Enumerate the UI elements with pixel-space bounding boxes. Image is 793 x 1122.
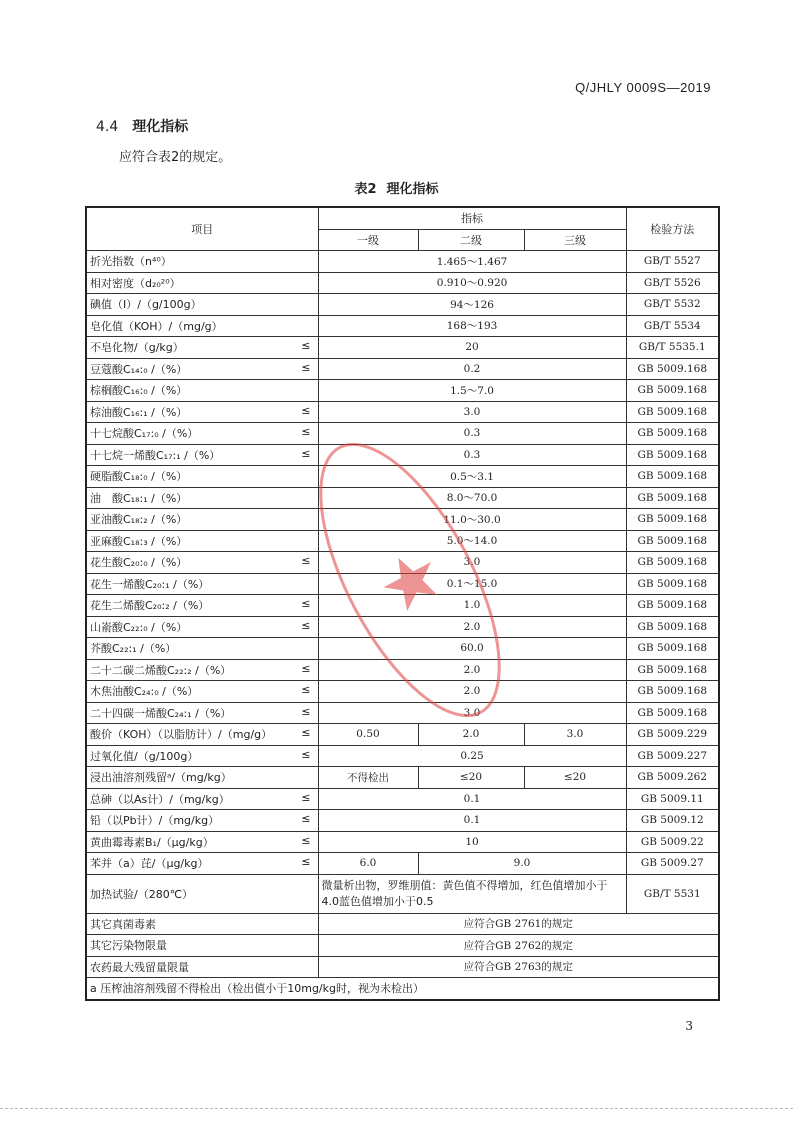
row-symbol: ≤ [301,597,311,611]
row-value: 微量析出物，罗维朋值：黄色值不得增加，红色值增加小于4.0蓝色值增加小于0.5 [318,874,626,913]
row-item [86,702,318,724]
row-value: 20 [318,337,626,359]
row-item-label: 浸出油溶剂残留ᵃ/（mg/kg） [86,767,318,789]
spec-table [85,206,720,1001]
table-row [86,337,719,359]
table-row [86,874,719,913]
row-method: GB 5009.168 [626,444,719,466]
row-item [86,294,318,316]
row-value: 1.465～1.467 [318,251,626,273]
row-item-label: 二十二碳二烯酸C₂₂:₂ /（%） [90,663,232,677]
row-method: GB 5009.227 [626,745,719,767]
row-item [86,423,318,445]
header-grade-3: 三级 [524,229,626,251]
row-value: 60.0 [318,638,626,660]
row-symbol: ≤ [301,726,311,740]
row-item [86,681,318,703]
row-value: 应符合GB 2761的规定 [318,913,719,935]
row-item-label: 过氧化值/（g/100g） [90,749,199,763]
row-method: GB 5009.168 [626,358,719,380]
table-row [86,659,719,681]
row-symbol: ≤ [301,618,311,632]
row-item [86,444,318,466]
table-row [86,487,719,509]
row-item-label: 农药最大残留量限量 [90,960,189,974]
row-method: GB 5009.168 [626,380,719,402]
row-item [86,745,318,767]
table-row [86,358,719,380]
row-value: 0.25 [318,745,626,767]
row-item [86,487,318,509]
table-row [86,767,719,789]
row-value: 0.2 [318,358,626,380]
table-row [86,401,719,423]
row-value: 0.1～15.0 [318,573,626,595]
row-value: 5.0～14.0 [318,530,626,552]
row-method: GB 5009.168 [626,552,719,574]
row-item [86,831,318,853]
table-row [86,956,719,978]
row-item [86,616,318,638]
row-item-label: 十七烷一烯酸C₁₇:₁ /（%） [90,448,221,462]
row-item-label: 相对密度（d₂₀²⁰） [90,276,181,290]
row-symbol: ≤ [301,339,311,353]
row-item-label: 硬脂酸C₁₈:₀ /（%） [90,470,188,484]
row-item-label: 铅（以Pb计）/（mg/kg） [90,814,220,828]
row-method: GB 5009.168 [626,702,719,724]
table-row [86,444,719,466]
row-value-grade-3: ≤20 [524,767,626,789]
page-number: 3 [685,1019,693,1033]
row-item-label: 亚麻酸C₁₈:₃ /（%） [90,534,188,548]
caption-title: 理化指标 [386,182,439,197]
row-item [86,935,318,957]
table-row [86,380,719,402]
row-value: 0.1 [318,810,626,832]
row-symbol: ≤ [301,554,311,568]
row-symbol: ≤ [301,704,311,718]
row-item-label: 花生酸C₂₀:₀ /（%） [90,556,188,570]
row-method: GB 5009.168 [626,638,719,660]
section-number: 4.4 [96,119,119,135]
table-row [86,595,719,617]
row-item [86,315,318,337]
row-value: 0.910～0.920 [318,272,626,294]
row-item [86,724,318,746]
table-row [86,616,719,638]
row-method: GB 5009.11 [626,788,719,810]
table-row [86,466,719,488]
row-item-label: 花生二烯酸C₂₀:₂ /（%） [90,599,210,613]
row-item-label: 其它真菌毒素 [90,917,156,931]
row-method: GB 5009.12 [626,810,719,832]
row-item [86,272,318,294]
standard-number: Q/JHLY 0009S—2019 [575,80,711,95]
row-symbol: ≤ [301,683,311,697]
table-row [86,272,719,294]
row-item [86,638,318,660]
row-method: GB/T 5531 [626,874,719,913]
row-item [86,853,318,875]
row-value-grade-1: 6.0 [318,853,418,875]
header-index: 指标 [318,207,626,229]
header-grade-2: 二级 [418,229,524,251]
row-symbol: ≤ [301,812,311,826]
row-method: GB/T 5527 [626,251,719,273]
table-row [86,552,719,574]
row-value: 10 [318,831,626,853]
table-caption [0,178,793,197]
row-value: 2.0 [318,616,626,638]
row-method: GB/T 5532 [626,294,719,316]
row-item-label: 折光指数（n⁴⁰） [90,255,172,269]
row-value-grade-2: 2.0 [418,724,524,746]
table-row [86,315,719,337]
row-method: GB 5009.168 [626,573,719,595]
row-item-label: 亚油酸C₁₈:₂ /（%） [90,513,188,527]
row-symbol: ≤ [301,790,311,804]
table-row [86,853,719,875]
row-item [86,788,318,810]
row-item-label: 山嵛酸C₂₂:₀ /（%） [90,620,188,634]
row-value: 3.0 [318,401,626,423]
table-row [86,509,719,531]
row-value-grade-3: 3.0 [524,724,626,746]
row-method: GB 5009.262 [626,767,719,789]
row-symbol: ≤ [301,747,311,761]
row-item-label: 油 酸C₁₈:₁ /（%） [90,491,188,505]
row-item-label: 二十四碳一烯酸C₂₄:₁ /（%） [90,706,232,720]
row-method: GB 5009.168 [626,509,719,531]
row-item-label: 黄曲霉毒素B₁/（μg/kg） [90,835,214,849]
row-value: 3.0 [318,702,626,724]
row-value: 1.5～7.0 [318,380,626,402]
row-symbol: ≤ [301,446,311,460]
row-value: 2.0 [318,659,626,681]
row-method: GB 5009.168 [626,401,719,423]
row-value: 0.3 [318,423,626,445]
header-grade-1: 一级 [318,229,418,251]
row-method: GB 5009.229 [626,724,719,746]
row-method: GB/T 5534 [626,315,719,337]
row-item [86,810,318,832]
table-row [86,810,719,832]
row-item [86,595,318,617]
table-row [86,573,719,595]
row-item [86,530,318,552]
table-row [86,935,719,957]
row-item-label: 其它污染物限量 [90,939,167,953]
row-item-label: 苯并（a）芘/（μg/kg） [90,857,209,871]
row-symbol: ≤ [301,833,311,847]
row-item [86,380,318,402]
row-value: 2.0 [318,681,626,703]
row-value: 应符合GB 2762的规定 [318,935,719,957]
row-method: GB/T 5526 [626,272,719,294]
row-symbol: ≤ [301,855,311,869]
row-item [86,913,318,935]
row-item-label: 棕油酸C₁₆:₁ /（%） [90,405,188,419]
row-method: GB 5009.168 [626,659,719,681]
row-item-label: 棕榈酸C₁₆:₀ /（%） [90,384,188,398]
row-item-label: 碘值（I）/（g/100g） [90,298,202,312]
row-value: 0.1 [318,788,626,810]
row-item-label: 花生一烯酸C₂₀:₁ /（%） [90,577,210,591]
intro-text: 应符合表2的规定。 [119,150,232,165]
section-title: 理化指标 [132,119,189,135]
table-row [86,638,719,660]
row-value-grade-1: 不得检出 [318,767,418,789]
table-row [86,788,719,810]
table-row [86,724,719,746]
row-item [86,401,318,423]
row-method: GB 5009.168 [626,595,719,617]
table-row [86,251,719,273]
footer-divider [0,1108,793,1109]
caption-number: 表2 [354,182,377,197]
section-heading [96,116,188,136]
row-method: GB/T 5535.1 [626,337,719,359]
row-value-grade-2: ≤20 [418,767,524,789]
row-item [86,509,318,531]
table-row [86,530,719,552]
row-item-label: 总砷（以As计）/（mg/kg） [90,792,230,806]
table-row [86,423,719,445]
row-symbol: ≤ [301,425,311,439]
row-method: GB 5009.168 [626,487,719,509]
row-symbol: ≤ [301,360,311,374]
row-value: 94～126 [318,294,626,316]
row-method: GB 5009.168 [626,466,719,488]
row-item [86,552,318,574]
row-item [86,358,318,380]
row-value-grade-1: 0.50 [318,724,418,746]
row-item-label: 皂化值（KOH）/（mg/g） [90,319,223,333]
row-value: 11.0～30.0 [318,509,626,531]
row-item-label: 木焦油酸C₂₄:₀ /（%） [90,685,199,699]
row-value: 应符合GB 2763的规定 [318,956,719,978]
row-value: 168～193 [318,315,626,337]
row-symbol: ≤ [301,661,311,675]
row-value: 0.3 [318,444,626,466]
row-item [86,573,318,595]
table-row [86,913,719,935]
row-item [86,337,318,359]
row-value: 1.0 [318,595,626,617]
row-method: GB 5009.27 [626,853,719,875]
row-value-grade-2-3: 9.0 [418,853,626,875]
row-method: GB 5009.168 [626,681,719,703]
row-method: GB 5009.168 [626,530,719,552]
row-value: 3.0 [318,552,626,574]
row-item-label: 酸价（KOH）（以脂肪计）/（mg/g） [90,728,273,742]
row-method: GB 5009.168 [626,616,719,638]
table-row [86,681,719,703]
row-item [86,956,318,978]
row-item-label: 十七烷酸C₁₇:₀ /（%） [90,427,199,441]
row-item-label: 豆蔻酸C₁₄:₀ /（%） [90,362,188,376]
table-note: a 压榨油溶剂残留不得检出（检出值小于10mg/kg时，视为未检出） [86,978,719,1000]
table-row [86,831,719,853]
table-row [86,294,719,316]
table-note-row [86,978,719,1000]
row-symbol: ≤ [301,403,311,417]
row-item-label: 加热试验/（280℃） [86,874,318,913]
header-item: 项目 [86,207,318,251]
row-value: 8.0～70.0 [318,487,626,509]
table-row [86,745,719,767]
row-item-label: 不皂化物/（g/kg） [90,341,184,355]
row-item [86,466,318,488]
row-item [86,251,318,273]
row-item [86,659,318,681]
row-value: 0.5～3.1 [318,466,626,488]
table-row [86,702,719,724]
row-method: GB 5009.22 [626,831,719,853]
row-item-label: 芥酸C₂₂:₁ /（%） [90,642,177,656]
header-method: 检验方法 [626,207,719,251]
row-method: GB 5009.168 [626,423,719,445]
